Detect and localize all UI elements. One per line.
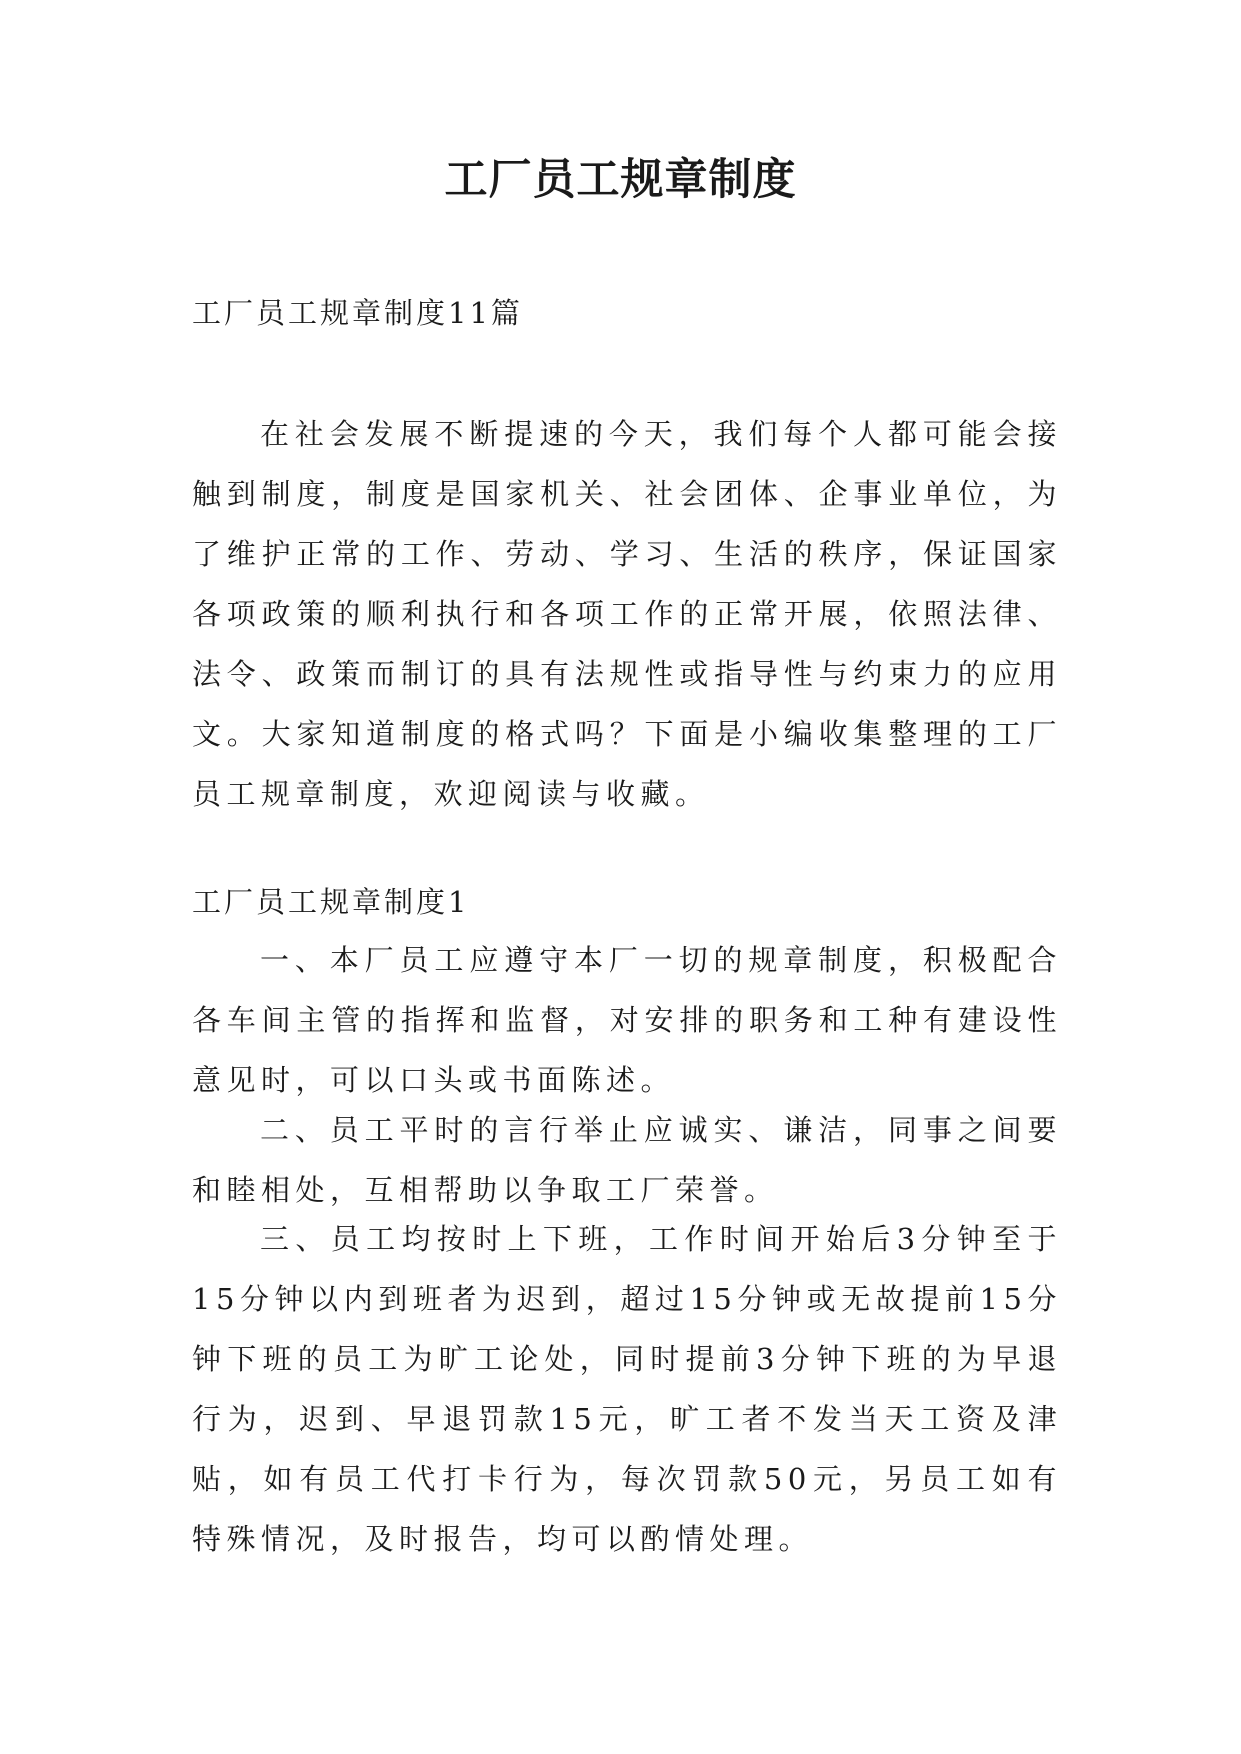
rule-paragraph-2: 二、员工平时的言行举止应诚实、谦洁，同事之间要和睦相处，互相帮助以争取工厂荣誉。 bbox=[192, 1113, 1062, 1207]
rule-paragraph-1: 一、本厂员工应遵守本厂一切的规章制度，积极配合各车间主管的指挥和监督，对安排的职务和工种有建设性意见时，可以口头或书面陈述。 bbox=[192, 943, 1062, 1097]
intro-paragraph: 在社会发展不断提速的今天，我们每个人都可能会接触到制度，制度是国家机关、社会团体、企事业单位，为了维护正常的工作、劳动、学习、生活的秩序，保证国家各项政策的顺利执行和各项工作的正常开展，依照法律、法令、政策而制订的具有法规性或指导性与约束力的应用文。大家知道制度的格式吗？下面是小编收集整理的工厂员工规章制度，欢迎阅读与收藏。 bbox=[192, 417, 1062, 811]
rule-paragraph-3: 三、员工均按时上下班，工作时间开始后3分钟至于15分钟以内到班者为迟到，超过15分钟或无故提前15分钟下班的员工为旷工论处，同时提前3分钟下班的为早退行为，迟到、早退罚款15元，旷工者不发当天工资及津贴，如有员工代打卡行为，每次罚款50元，另员工如有特殊情况，及时报告，均可以酌情处理。 bbox=[192, 1222, 1062, 1556]
document-subtitle: 工厂员工规章制度11篇 bbox=[192, 296, 523, 330]
section-heading: 工厂员工规章制度1 bbox=[192, 885, 470, 919]
document-title: 工厂员工规章制度 bbox=[444, 155, 797, 205]
